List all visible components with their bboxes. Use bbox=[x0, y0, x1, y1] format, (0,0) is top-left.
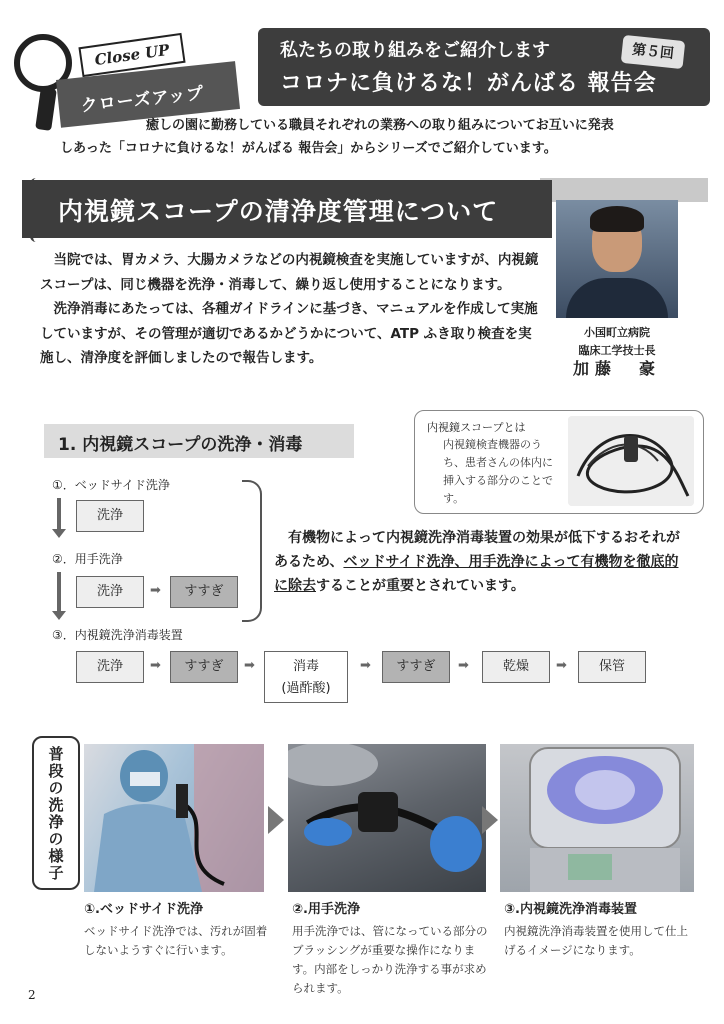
title-bar-extension bbox=[540, 178, 708, 202]
down-arrow-2 bbox=[57, 572, 61, 612]
washer-disinfector-photo bbox=[500, 744, 694, 892]
gallery-title-2: ②.用手洗浄 bbox=[292, 902, 360, 917]
step2-rinse-box: すすぎ bbox=[170, 576, 238, 608]
step3-store-box: 保管 bbox=[578, 651, 646, 683]
down-arrow-1 bbox=[57, 498, 61, 530]
closeup-jp: クローズアップ bbox=[79, 83, 206, 117]
gallery-desc-1: ベッドサイド洗浄では、汚れが固着しないようすぐに行います。 bbox=[84, 924, 268, 957]
brace bbox=[242, 480, 262, 622]
cleaning-note bbox=[274, 526, 684, 598]
gallery-title-1: ①.ベッドサイド洗浄 bbox=[84, 902, 204, 917]
page-number: 2 bbox=[28, 988, 36, 1002]
staff-photo bbox=[556, 200, 678, 318]
article-body bbox=[40, 248, 540, 371]
step1-wash-box: 洗浄 bbox=[76, 500, 144, 532]
arrow-icon: ➡ bbox=[458, 658, 469, 673]
banner-line2: コロナに負けるな！がんばる 報告会 bbox=[280, 71, 657, 96]
step3-wash-box: 洗浄 bbox=[76, 651, 144, 683]
article-title-bar bbox=[22, 180, 552, 238]
intro-line1: 癒しの園に勤務している職員それぞれの業務への取り組みについてお互いに発表 bbox=[146, 118, 614, 133]
step3-label: ③．内視鏡洗浄消毒装置 bbox=[52, 628, 183, 642]
issue-badge: 第５回 bbox=[621, 35, 686, 69]
disinfect-label: 消毒 bbox=[292, 659, 319, 674]
chevron-right-icon bbox=[482, 806, 498, 834]
step2-wash-box: 洗浄 bbox=[76, 576, 144, 608]
arrow-icon: ➡ bbox=[360, 658, 371, 673]
article-title: 内視鏡スコープの清浄度管理について bbox=[58, 197, 499, 226]
arrow-icon: ➡ bbox=[150, 658, 161, 673]
note-post: することが重要とされています。 bbox=[316, 578, 525, 594]
staff-info bbox=[556, 324, 678, 378]
closeup-en: Close UP bbox=[78, 33, 185, 77]
staff-name: 加藤 豪 bbox=[572, 359, 661, 378]
note-pre: 有機物によって内視鏡洗浄消毒装置の効果が低下するおそれがあるため、 bbox=[274, 530, 680, 570]
note-emphasis: ベッドサイド洗浄、用手洗浄によって有機物を徹底的に除去 bbox=[274, 554, 679, 594]
disinfect-sub: (過酢酸) bbox=[281, 681, 331, 696]
step3-disinfect-box bbox=[264, 651, 348, 703]
gallery-desc-2: 用手洗浄では、管になっている部分のブラッシングが重要な操作になります。内部をしっかり洗浄する事が求められます。 bbox=[292, 924, 488, 995]
staff-hospital: 小国町立病院 bbox=[584, 326, 650, 339]
banner-line1: 私たちの取り組みをご紹介します bbox=[280, 40, 550, 61]
intro-text bbox=[60, 114, 700, 160]
definition-title: 内視鏡スコープとは bbox=[427, 421, 526, 434]
section1-heading bbox=[44, 424, 354, 458]
section1-heading-text: 1. 内視鏡スコープの洗浄・消毒 bbox=[58, 435, 303, 455]
article-para1: 当院では、胃カメラ、大腸カメラなどの内視鏡検査を実施していますが、内視鏡スコープは、同じ機器を洗浄・消毒して、繰り返し使用することになります。 bbox=[40, 252, 539, 293]
gallery-desc-3: 内視鏡洗浄消毒装置を使用して仕上げるイメージになります。 bbox=[504, 924, 688, 957]
side-label-text: 普段の洗浄の様子 bbox=[46, 746, 65, 882]
step3-rinse2-box: すすぎ bbox=[382, 651, 450, 683]
step3-rinse-box: すすぎ bbox=[170, 651, 238, 683]
magnifier-handle bbox=[35, 87, 57, 131]
arrow-icon: ➡ bbox=[244, 658, 255, 673]
chevron-right-icon bbox=[268, 806, 284, 834]
article-para2: 洗浄消毒にあたっては、各種ガイドラインに基づき、マニュアルを作成して実施していますが、その管理が適切であるかどうかについて、ATP ふき取り検査を実施し、清浄度を評価しましたので報告します。 bbox=[40, 301, 538, 366]
gallery-title-3: ③.内視鏡洗浄消毒装置 bbox=[504, 902, 637, 917]
step3-dry-box: 乾燥 bbox=[482, 651, 550, 683]
manual-cleaning-photo bbox=[288, 744, 486, 892]
bedside-cleaning-photo bbox=[84, 744, 264, 892]
arrow-icon: ➡ bbox=[150, 583, 161, 598]
gallery-side-label bbox=[32, 736, 80, 890]
intro-line2: しあった「コロナに負けるな！がんばる 報告会」からシリーズでご紹介しています。 bbox=[60, 141, 557, 156]
step2-label: ②．用手洗浄 bbox=[52, 552, 123, 566]
definition-body: 内視鏡検査機器のうち、患者さんの体内に挿入する部分のことです。 bbox=[443, 438, 553, 505]
endoscope-photo bbox=[568, 416, 694, 506]
staff-role: 臨床工学技士長 bbox=[578, 344, 656, 357]
step1-label: ①．ベッドサイド洗浄 bbox=[52, 478, 170, 492]
scroll-ornament bbox=[30, 178, 43, 242]
arrow-icon: ➡ bbox=[556, 658, 567, 673]
